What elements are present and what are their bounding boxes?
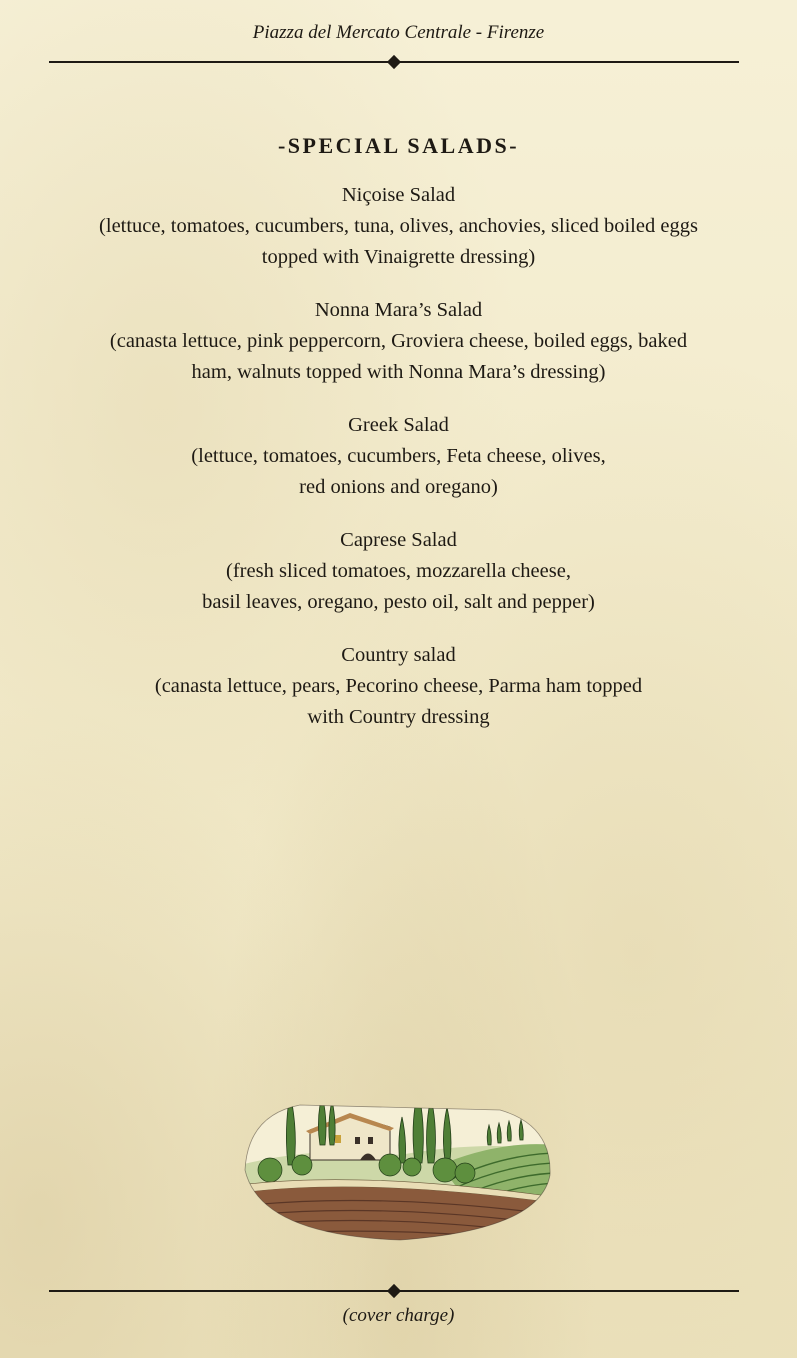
description-line: (lettuce, tomatoes, cucumbers, Feta cheese, olives, <box>191 445 606 467</box>
menu-item-description <box>40 441 757 503</box>
description-line: (canasta lettuce, pears, Pecorino cheese, Parma ham topped <box>154 675 643 697</box>
menu-item-name: Caprese Salad <box>340 529 457 551</box>
header-location: Piazza del Mercato Centrale - Firenze <box>252 22 545 43</box>
description-line: (canasta lettuce, pink peppercorn, Groviera cheese, boiled eggs, baked <box>109 330 688 352</box>
tuscan-landscape-illustration <box>240 1085 555 1245</box>
description-line: basil leaves, oregano, pesto oil, salt and pepper) <box>202 591 595 613</box>
description-line: with Country dressing <box>307 706 490 728</box>
menu-item-description <box>40 211 757 273</box>
menu-item-description <box>40 556 757 618</box>
menu-item-caprese <box>40 525 757 618</box>
menu-item-name: Niçoise Salad <box>341 184 456 206</box>
menu-item-description <box>40 326 757 388</box>
menu-item-description <box>40 671 757 733</box>
description-line: topped with Vinaigrette dressing) <box>261 246 536 268</box>
menu-item-nicoise <box>40 180 757 273</box>
description-line: red onions and oregano) <box>299 476 498 498</box>
menu-items <box>40 180 757 755</box>
top-diamond-ornament <box>387 55 401 69</box>
menu-item-country <box>40 640 757 733</box>
menu-item-name: Nonna Mara’s Salad <box>314 299 483 321</box>
menu-item-name: Country salad <box>341 644 456 666</box>
menu-item-name: Greek Salad <box>348 414 449 436</box>
footer-note: (cover charge) <box>342 1305 455 1326</box>
menu-item-greek <box>40 410 757 503</box>
description-line: (lettuce, tomatoes, cucumbers, tuna, olives, anchovies, sliced boiled eggs <box>99 215 698 237</box>
section-title: -SPECIAL SALADS- <box>277 133 520 158</box>
description-line: (fresh sliced tomatoes, mozzarella cheese, <box>226 560 571 582</box>
description-line: ham, walnuts topped with Nonna Mara’s dressing) <box>191 361 606 383</box>
bottom-diamond-ornament <box>387 1284 401 1298</box>
menu-item-nonna-mara <box>40 295 757 388</box>
